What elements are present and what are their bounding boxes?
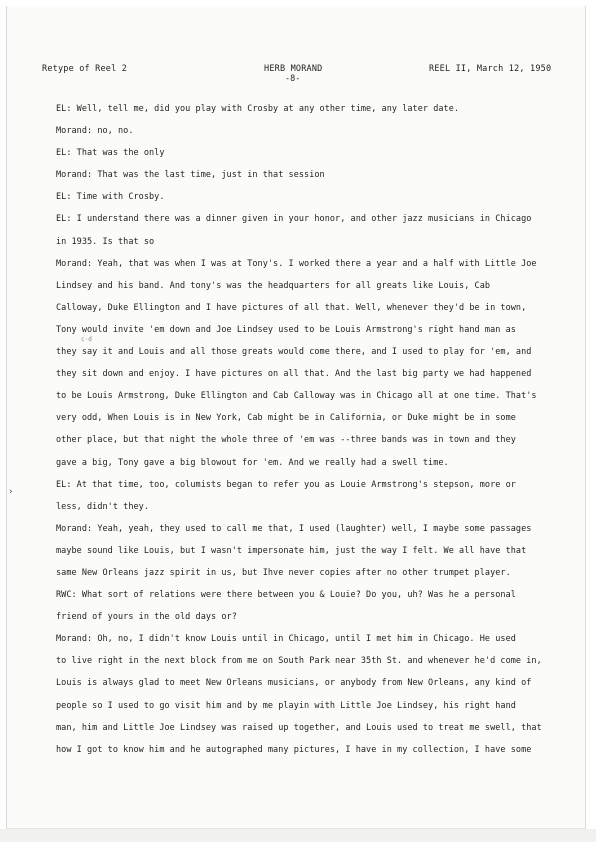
- transcript-page: [6, 6, 586, 829]
- transcript-line: friend of yours in the old days or?: [56, 612, 237, 623]
- transcript-line: other place, but that night the whole three of 'em was --three bands was in town and they: [56, 435, 516, 446]
- transcript-line: Morand: Yeah, yeah, they used to call me that, I used (laughter) well, I maybe some passages: [56, 523, 532, 534]
- transcript-line: very odd, When Louis is in New York, Cab might be in California, or Duke might be in some: [56, 413, 516, 424]
- transcript-line: EL: Time with Crosby.: [56, 192, 165, 203]
- transcript-line: EL: Well, tell me, did you play with Crosby at any other time, any later date.: [56, 104, 460, 114]
- transcript-line: gave a big, Tony gave a big blowout for 'em. And we really had a swell time.: [56, 457, 449, 468]
- transcript-line: Morand: Oh, no, I didn't know Louis until in Chicago, until I met him in Chicago. He used: [56, 634, 516, 645]
- header-interviewee-name: HERB MORAND: [264, 64, 323, 74]
- transcript-line: Calloway, Duke Ellington and I have pictures of all that. Well, whenever they'd be in town,: [56, 302, 527, 313]
- transcript-line: Louis is always glad to meet New Orleans musicians, or anybody from New Orleans, any kind of: [56, 678, 532, 689]
- transcript-line: man, him and Little Joe Lindsey was raised up together, and Louis used to treat me swell, that: [56, 722, 542, 733]
- transcript-line: same New Orleans jazz spirit in us, but Ihve never copies after no other trumpet player.: [56, 567, 511, 578]
- transcript-line: EL: That was the only: [56, 148, 165, 159]
- transcript-line: they sit down and enjoy. I have pictures on all that. And the last big party we had happened: [56, 369, 532, 380]
- header-retype-label: Retype of Reel 2: [42, 64, 128, 74]
- margin-mark: ›: [8, 487, 14, 497]
- transcript-line: to be Louis Armstrong, Duke Ellington and Cab Calloway was in Chicago all at one time. That's: [56, 391, 537, 402]
- page-number: -8-: [285, 74, 301, 84]
- transcript-line: EL: I understand there was a dinner given in your honor, and other jazz musicians in Chicago: [56, 214, 532, 225]
- transcript-line: Tony would invite 'em down and Joe Lindsey used to be Louis Armstrong's right hand man as: [56, 324, 516, 335]
- transcript-line: Morand: no, no.: [56, 126, 134, 137]
- header-reel-date: REEL II, March 12, 1950: [429, 64, 552, 74]
- transcript-line: less, didn't they.: [56, 501, 150, 512]
- transcript-line: Lindsey and his band. And tony's was the headquarters for all greats like Louis, Cab: [56, 280, 491, 291]
- transcript-line: they say it and Louis and all those greats would come there, and I used to play for 'em, and: [56, 347, 532, 358]
- transcript-line: in 1935. Is that so: [56, 236, 155, 247]
- transcript-line: how I got to know him and he autographed many pictures, I have in my collection, I have some: [56, 744, 532, 755]
- transcript-line: to live right in the next block from me on South Park near 35th St. and whenever he'd come in,: [56, 656, 542, 667]
- transcript-line: Morand: That was the last time, just in that session: [56, 170, 325, 181]
- transcript-line: RWC: What sort of relations were there between you & Louie? Do you, uh? Was he a personal: [56, 590, 516, 601]
- scan-bottom-edge: [0, 829, 596, 842]
- transcript-body: [56, 98, 588, 761]
- transcript-line: EL: At that time, too, columists began to refer you as Louie Armstrong's stepson, more or: [56, 479, 516, 490]
- transcript-line: maybe sound like Louis, but I wasn't impersonate him, just the way I felt. We all have that: [56, 545, 527, 556]
- transcript-line: people so I used to go visit him and by me playin with Little Joe Lindsey, his right hand: [56, 700, 516, 711]
- transcript-line: Morand: Yeah, that was when I was at Tony's. I worked there a year and a half with Little Joe: [56, 258, 537, 269]
- handwritten-mark: c·d: [81, 336, 92, 343]
